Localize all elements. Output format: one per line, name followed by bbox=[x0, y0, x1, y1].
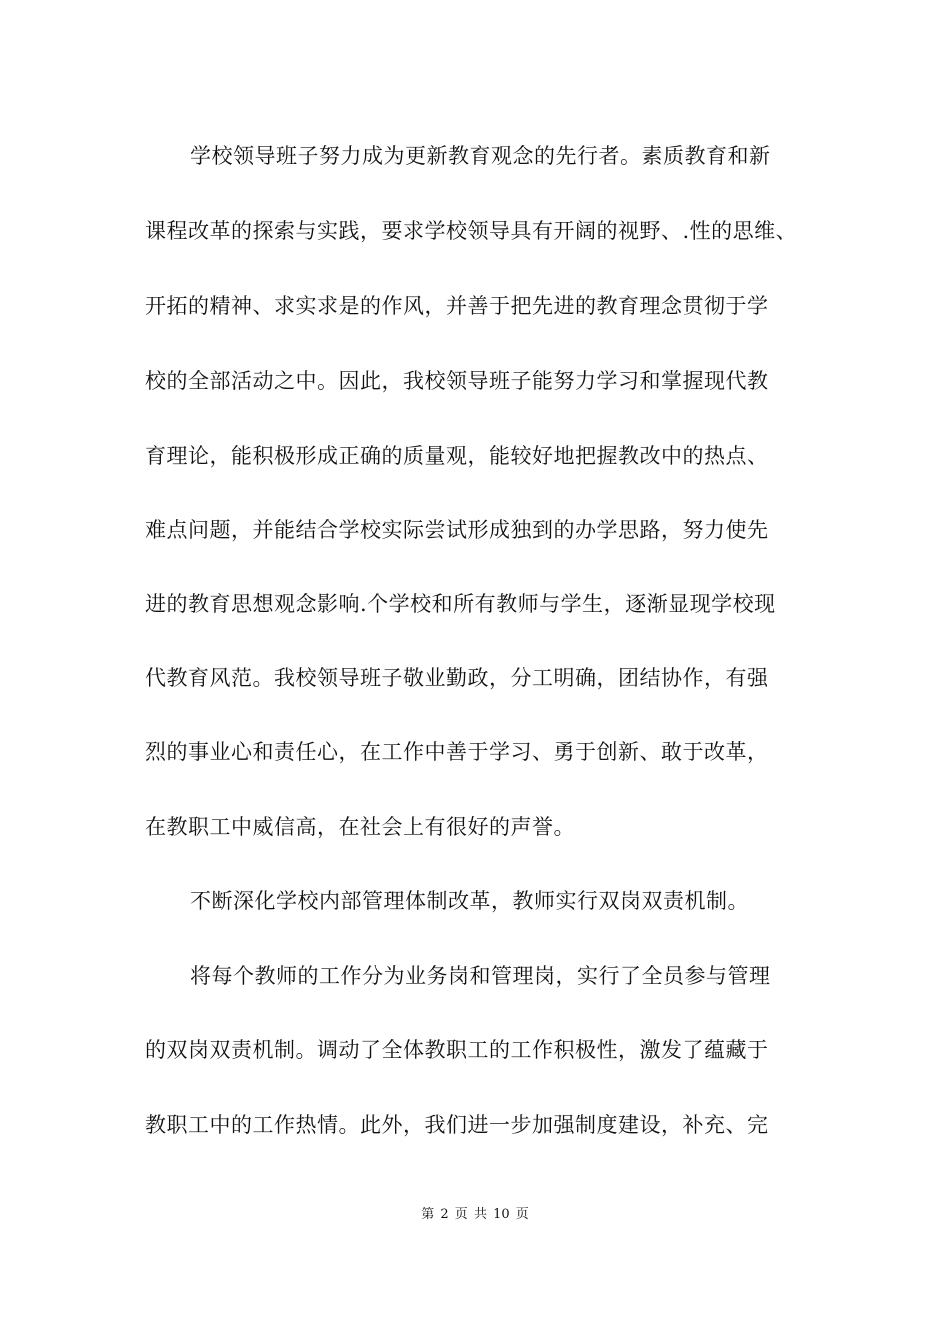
paragraph-line: 烈的事业心和责任心，在工作中善于学习、勇于创新、敢于改革， bbox=[145, 740, 769, 764]
footer-prefix: 第 bbox=[421, 1207, 435, 1222]
footer-total-pages: 10 bbox=[493, 1207, 510, 1222]
footer-current-page: 2 bbox=[440, 1207, 449, 1222]
footer-total-word: 共 bbox=[473, 1207, 487, 1222]
paragraph-line: 进的教育思想观念影响.个学校和所有教师与学生，逐渐显现学校现 bbox=[145, 592, 776, 616]
paragraph-line: 学校领导班子努力成为更新教育观念的先行者。素质教育和新 bbox=[190, 144, 771, 168]
paragraph-line: 将每个教师的工作分为业务岗和管理岗，实行了全员参与管理 bbox=[190, 964, 771, 988]
paragraph-line: 开拓的精神、求实求是的作风，并善于把先进的教育理念贯彻于学 bbox=[145, 294, 769, 318]
paragraph-line: 教职工中的工作热情。此外，我们进一步加强制度建设，补充、完 bbox=[145, 1113, 769, 1137]
paragraph-line: 难点问题，并能结合学校实际尝试形成独到的办学思路，努力使先 bbox=[145, 518, 769, 542]
footer-page-word: 页 bbox=[454, 1207, 468, 1222]
paragraph-line: 育理论，能积极形成正确的质量观，能较好地把握教改中的热点、 bbox=[145, 444, 769, 468]
paragraph-line: 的双岗双责机制。调动了全体教职工的工作积极性，激发了蕴藏于 bbox=[145, 1038, 769, 1062]
page-footer bbox=[0, 1206, 950, 1224]
paragraph-line: 代教育风范。我校领导班子敬业勤政，分工明确，团结协作，有强 bbox=[145, 666, 769, 690]
footer-suffix: 页 bbox=[515, 1207, 529, 1222]
paragraph-line: 课程改革的探索与实践，要求学校领导具有开阔的视野、.性的思维、 bbox=[145, 219, 798, 243]
paragraph-line: 在教职工中威信高，在社会上有很好的声誉。 bbox=[145, 815, 575, 839]
paragraph-line: 校的全部活动之中。因此，我校领导班子能努力学习和掌握现代教 bbox=[145, 369, 769, 393]
paragraph-line: 不断深化学校内部管理体制改革，教师实行双岗双责机制。 bbox=[190, 889, 749, 913]
